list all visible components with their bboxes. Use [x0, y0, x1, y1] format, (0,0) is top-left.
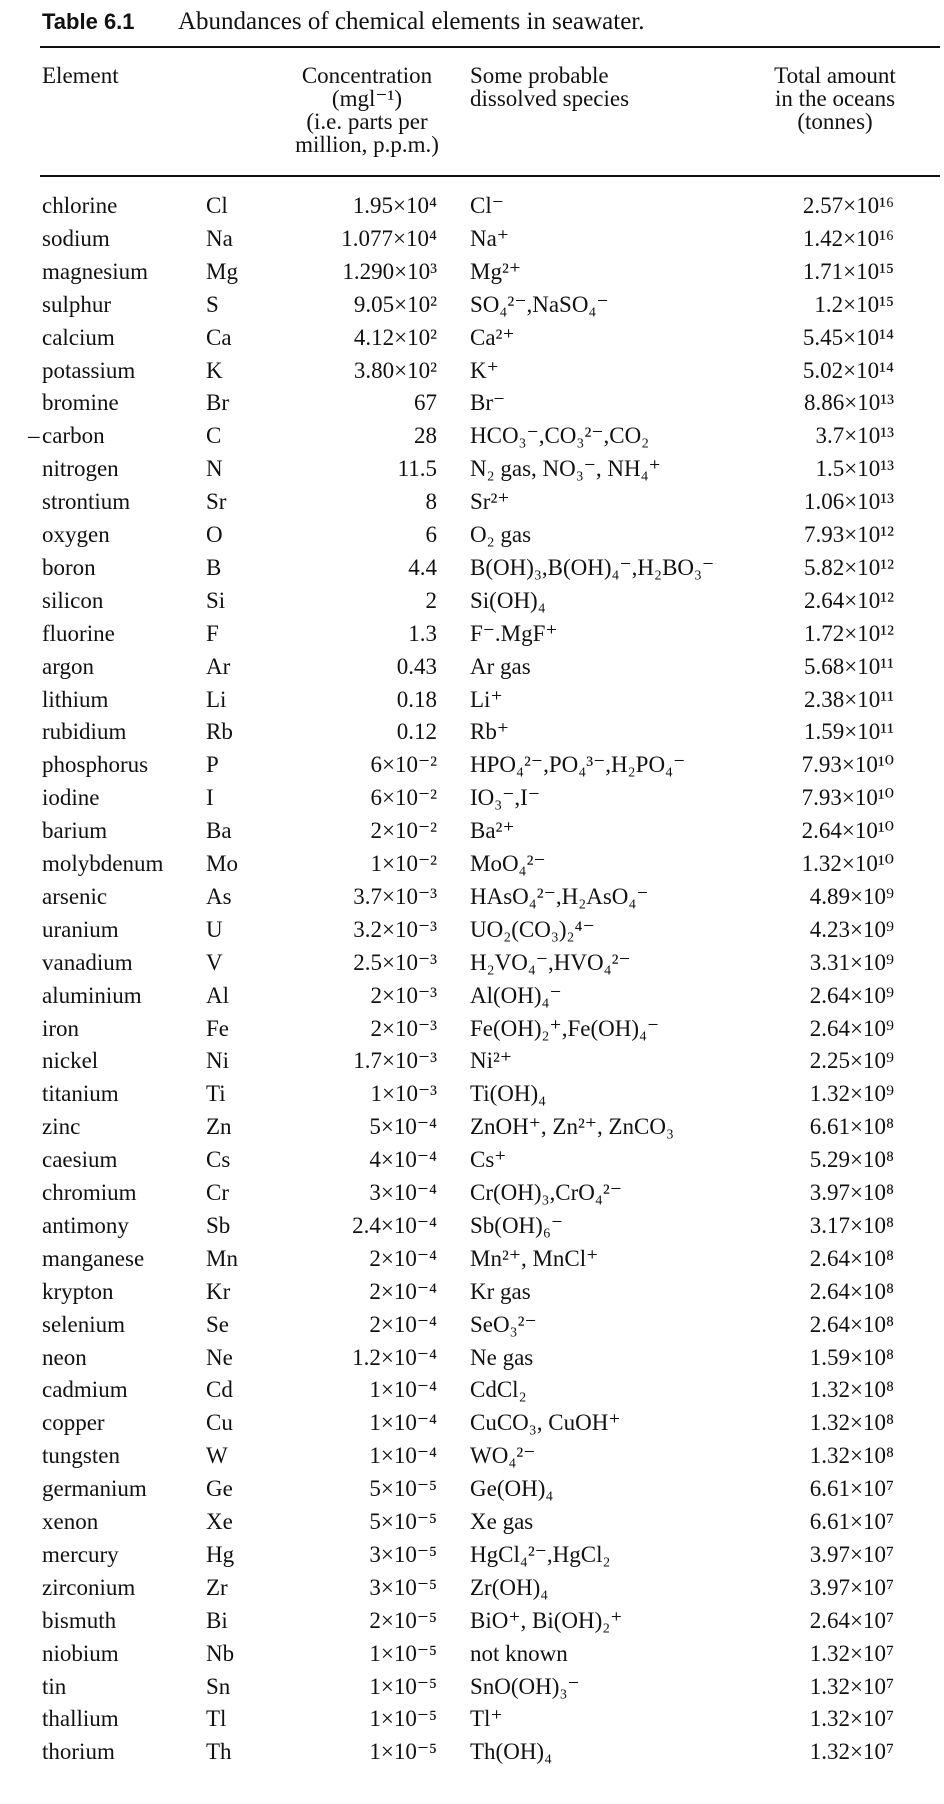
table-row	[0, 1243, 944, 1275]
table-row	[0, 1374, 944, 1406]
concentration-cell: 0.18	[396, 687, 437, 712]
total-amount-cell: 1.5×10¹³	[815, 456, 894, 481]
concentration-cell: 1.290×10³	[342, 259, 437, 284]
total-amount-cell: 2.64×10⁸	[809, 1279, 894, 1304]
species-cell: Al(OH)₄⁻	[470, 983, 562, 1008]
concentration-cell: 1×10⁻⁵	[369, 1641, 437, 1666]
table-row	[0, 387, 944, 419]
concentration-cell: 9.05×10²	[353, 292, 437, 317]
element-cell: barium	[42, 818, 108, 843]
element-cell: chromium	[42, 1180, 137, 1205]
symbol-cell: Th	[206, 1739, 232, 1764]
species-cell: IO₃⁻,I⁻	[470, 785, 540, 810]
total-amount-cell: 1.32×10⁹	[809, 1081, 894, 1106]
element-cell: boron	[42, 555, 96, 580]
total-amount-cell: 4.23×10⁹	[809, 917, 894, 942]
symbol-cell: W	[206, 1443, 228, 1468]
total-amount-cell: 1.32×10⁷	[809, 1641, 894, 1666]
total-amount-cell: 1.59×10⁸	[809, 1345, 894, 1370]
total-amount-cell: 6.61×10⁷	[809, 1509, 894, 1534]
symbol-cell: Cr	[206, 1180, 229, 1205]
total-amount-cell: 1.32×10⁸	[809, 1443, 894, 1468]
concentration-cell: 2×10⁻⁴	[369, 1312, 437, 1337]
table-row	[0, 1572, 944, 1604]
symbol-cell: Al	[206, 983, 229, 1008]
species-cell: F⁻.MgF⁺	[470, 621, 558, 646]
total-amount-cell: 3.97×10⁷	[809, 1575, 894, 1600]
table-row	[0, 1506, 944, 1538]
symbol-cell: Ar	[206, 654, 231, 679]
concentration-cell: 6×10⁻²	[370, 785, 437, 810]
element-cell: silicon	[42, 588, 104, 613]
total-amount-cell: 2.57×10¹⁶	[802, 193, 894, 218]
species-cell: Rb⁺	[470, 719, 509, 744]
symbol-cell: K	[206, 358, 223, 383]
element-cell: aluminium	[42, 983, 142, 1008]
concentration-cell: 1.077×10⁴	[341, 226, 437, 251]
species-cell: Zr(OH)₄	[470, 1575, 549, 1600]
element-cell: fluorine	[42, 621, 115, 646]
table-row	[0, 1111, 944, 1143]
total-amount-cell: 3.31×10⁹	[809, 950, 894, 975]
species-cell: not known	[470, 1641, 568, 1666]
total-amount-cell: 2.64×10⁹	[809, 983, 894, 1008]
concentration-cell: 1×10⁻²	[370, 851, 437, 876]
total-amount-cell: 8.86×10¹³	[803, 390, 894, 415]
header-element: Element	[42, 63, 119, 88]
element-cell: cadmium	[42, 1377, 128, 1402]
element-cell: oxygen	[42, 522, 110, 547]
element-cell: germanium	[42, 1476, 147, 1501]
table-row	[0, 684, 944, 716]
table-row	[0, 1473, 944, 1505]
concentration-cell: 2.4×10⁻⁴	[352, 1213, 437, 1238]
header-concentration: Concentration (mgl⁻¹) (i.e. parts per million, p.p.m.)	[295, 63, 439, 157]
element-cell: selenium	[42, 1312, 126, 1337]
element-cell: carbon	[42, 423, 105, 448]
concentration-cell: 6×10⁻²	[370, 752, 437, 777]
symbol-cell: U	[206, 917, 223, 942]
symbol-cell: Kr	[206, 1279, 231, 1304]
total-amount-cell: 1.32×10⁷	[809, 1706, 894, 1731]
table-row	[0, 848, 944, 880]
symbol-cell: Ti	[206, 1081, 226, 1106]
table-row	[0, 914, 944, 946]
symbol-cell: Sr	[206, 489, 227, 514]
table-number: Table 6.1	[42, 9, 135, 34]
species-cell: CdCl₂	[470, 1377, 527, 1402]
species-cell: Li⁺	[470, 687, 503, 712]
total-amount-cell: 5.82×10¹²	[803, 555, 894, 580]
element-cell: neon	[42, 1345, 87, 1370]
element-cell: iron	[42, 1016, 80, 1041]
symbol-cell: Br	[206, 390, 229, 415]
concentration-cell: 5×10⁻⁵	[369, 1476, 437, 1501]
concentration-cell: 28	[414, 423, 437, 448]
total-amount-cell: 1.2×10¹⁵	[814, 292, 894, 317]
table-row	[0, 223, 944, 255]
element-cell: phosphorus	[42, 752, 149, 777]
species-cell: CuCO₃, CuOH⁺	[470, 1410, 621, 1435]
header-species: Some probable dissolved species	[470, 63, 630, 111]
element-cell: calcium	[42, 325, 115, 350]
element-cell: rubidium	[42, 719, 127, 744]
concentration-cell: 2×10⁻⁴	[369, 1279, 437, 1304]
total-amount-cell: 2.64×10¹⁰	[801, 818, 894, 843]
element-cell: thorium	[42, 1739, 115, 1764]
table-row	[0, 453, 944, 485]
symbol-cell: Si	[206, 588, 226, 613]
total-amount-cell: 1.06×10¹³	[803, 489, 894, 514]
element-cell: molybdenum	[42, 851, 164, 876]
element-cell: sodium	[42, 226, 110, 251]
concentration-cell: 1×10⁻⁵	[369, 1706, 437, 1731]
element-cell: xenon	[42, 1509, 99, 1534]
element-cell: mercury	[42, 1542, 119, 1567]
symbol-cell: C	[206, 423, 222, 448]
total-amount-cell: 3.97×10⁸	[809, 1180, 894, 1205]
concentration-cell: 11.5	[397, 456, 437, 481]
total-amount-cell: 3.7×10¹³	[815, 423, 894, 448]
species-cell: B(OH)₃,B(OH)₄⁻,H₂BO₃⁻	[470, 555, 715, 580]
table-row	[0, 190, 944, 222]
table-row	[0, 322, 944, 354]
concentration-cell: 1×10⁻⁴	[369, 1410, 437, 1435]
table-row	[0, 1144, 944, 1176]
table-row	[0, 1177, 944, 1209]
concentration-cell: 2×10⁻⁴	[369, 1246, 437, 1271]
concentration-cell: 2	[425, 588, 437, 613]
symbol-cell: Ge	[206, 1476, 233, 1501]
element-cell: magnesium	[42, 259, 149, 284]
concentration-cell: 67	[414, 390, 437, 415]
concentration-cell: 5×10⁻⁵	[369, 1509, 437, 1534]
total-amount-cell: 1.59×10¹¹	[803, 719, 894, 744]
table-row	[0, 1736, 944, 1768]
symbol-cell: Ca	[206, 325, 232, 350]
total-amount-cell: 6.61×10⁸	[809, 1114, 894, 1139]
total-amount-cell: 5.29×10⁸	[809, 1147, 894, 1172]
concentration-cell: 3.7×10⁻³	[353, 884, 437, 909]
element-cell: nitrogen	[42, 456, 119, 481]
species-cell: WO₄²⁻	[470, 1443, 536, 1468]
table-row	[0, 1276, 944, 1308]
symbol-cell: Xe	[206, 1509, 233, 1534]
total-amount-cell: 1.32×10⁸	[809, 1410, 894, 1435]
concentration-cell: 3×10⁻⁴	[369, 1180, 437, 1205]
species-cell: Br⁻	[470, 390, 506, 415]
species-cell: BiO⁺, Bi(OH)₂⁺	[470, 1608, 623, 1633]
symbol-cell: P	[206, 752, 219, 777]
table-row	[0, 1210, 944, 1242]
table-row	[0, 1703, 944, 1735]
concentration-cell: 2×10⁻⁵	[369, 1608, 437, 1633]
total-amount-cell: 5.02×10¹⁴	[802, 358, 894, 383]
concentration-cell: 1.95×10⁴	[352, 193, 437, 218]
species-cell: Ca²⁺	[470, 325, 515, 350]
concentration-cell: 0.12	[396, 719, 437, 744]
species-cell: Fe(OH)₂⁺,Fe(OH)₄⁻	[470, 1016, 660, 1041]
symbol-cell: S	[206, 292, 219, 317]
symbol-cell: B	[206, 555, 222, 580]
symbol-cell: Zn	[206, 1114, 232, 1139]
concentration-cell: 1.3	[408, 621, 437, 646]
total-amount-cell: 1.32×10¹⁰	[801, 851, 894, 876]
total-amount-cell: 1.42×10¹⁶	[802, 226, 894, 251]
species-cell: SO₄²⁻,NaSO₄⁻	[470, 292, 609, 317]
total-amount-cell: 6.61×10⁷	[809, 1476, 894, 1501]
species-cell: Kr gas	[470, 1279, 531, 1304]
concentration-cell: 2×10⁻²	[370, 818, 437, 843]
element-cell: caesium	[42, 1147, 118, 1172]
species-cell: O₂ gas	[470, 522, 532, 547]
species-cell: Ge(OH)₄	[470, 1476, 554, 1501]
symbol-cell: Na	[206, 226, 233, 251]
element-cell: argon	[42, 654, 94, 679]
species-cell: Tl⁺	[470, 1706, 503, 1731]
symbol-cell: Bi	[206, 1608, 228, 1633]
species-cell: Xe gas	[470, 1509, 534, 1534]
header-total: Total amount in the oceans (tonnes)	[774, 63, 896, 134]
total-amount-cell: 7.93×10¹⁰	[801, 752, 894, 777]
species-cell: N₂ gas, NO₃⁻, NH₄⁺	[470, 456, 661, 481]
element-cell: vanadium	[42, 950, 133, 975]
total-amount-cell: 2.64×10⁷	[809, 1608, 894, 1633]
element-cell: tin	[42, 1674, 67, 1699]
total-amount-cell: 2.64×10⁹	[809, 1016, 894, 1041]
element-cell: bismuth	[42, 1608, 117, 1633]
symbol-cell: Ni	[206, 1048, 229, 1073]
concentration-cell: 3×10⁻⁵	[369, 1542, 437, 1567]
total-amount-cell: 4.89×10⁹	[809, 884, 894, 909]
table-row	[0, 1671, 944, 1703]
total-amount-cell: 1.72×10¹²	[803, 621, 894, 646]
species-cell: Si(OH)₄	[470, 588, 546, 613]
concentration-cell: 4.4	[408, 555, 437, 580]
concentration-cell: 1×10⁻³	[370, 1081, 437, 1106]
concentration-cell: 3×10⁻⁵	[369, 1575, 437, 1600]
table-row	[0, 256, 944, 288]
table-row	[0, 1539, 944, 1571]
species-cell: Sr²⁺	[470, 489, 510, 514]
total-amount-cell: 2.64×10⁸	[809, 1312, 894, 1337]
total-amount-cell: 3.97×10⁷	[809, 1542, 894, 1567]
species-cell: Sb(OH)₆⁻	[470, 1213, 563, 1238]
symbol-cell: Se	[206, 1312, 229, 1337]
table-caption	[42, 8, 645, 36]
header-rule	[40, 175, 940, 177]
concentration-cell: 1×10⁻⁵	[369, 1674, 437, 1699]
element-cell: nickel	[42, 1048, 99, 1073]
symbol-cell: Cl	[206, 193, 228, 218]
total-amount-cell: 2.64×10⁸	[809, 1246, 894, 1271]
symbol-cell: Mo	[206, 851, 238, 876]
table-row	[0, 552, 944, 584]
table-row	[0, 651, 944, 683]
concentration-cell: 6	[425, 522, 437, 547]
species-cell: Mg²⁺	[470, 259, 521, 284]
table-row	[0, 1407, 944, 1439]
table-row	[0, 881, 944, 913]
total-amount-cell: 7.93×10¹²	[803, 522, 894, 547]
concentration-cell: 4×10⁻⁴	[369, 1147, 437, 1172]
table-row	[0, 618, 944, 650]
total-amount-cell: 2.25×10⁹	[809, 1048, 894, 1073]
total-amount-cell: 5.68×10¹¹	[803, 654, 894, 679]
symbol-cell: Li	[206, 687, 227, 712]
concentration-cell: 3.80×10²	[353, 358, 437, 383]
total-amount-cell: 7.93×10¹⁰	[801, 785, 894, 810]
species-cell: Ne gas	[470, 1345, 534, 1370]
species-cell: SnO(OH)₃⁻	[470, 1674, 580, 1699]
concentration-cell: 1×10⁻⁴	[369, 1443, 437, 1468]
symbol-cell: As	[206, 884, 232, 909]
element-cell: krypton	[42, 1279, 114, 1304]
total-amount-cell: 1.71×10¹⁵	[802, 259, 894, 284]
concentration-cell: 1×10⁻⁴	[369, 1377, 437, 1402]
species-cell: MoO₄²⁻	[470, 851, 546, 876]
element-cell: chlorine	[42, 193, 118, 218]
element-cell: antimony	[42, 1213, 129, 1238]
table-row	[0, 486, 944, 518]
species-cell: UO₂(CO₃)₂⁴⁻	[470, 917, 595, 942]
table-row	[0, 782, 944, 814]
element-cell: zirconium	[42, 1575, 136, 1600]
element-cell: niobium	[42, 1641, 119, 1666]
species-cell: Ar gas	[470, 654, 531, 679]
table-row	[0, 519, 944, 551]
table-title: Abundances of chemical elements in seawater.	[178, 8, 645, 35]
concentration-cell: 1.7×10⁻³	[353, 1048, 437, 1073]
concentration-cell: 2×10⁻³	[370, 983, 437, 1008]
table-row	[0, 749, 944, 781]
symbol-cell: Tl	[206, 1706, 227, 1731]
species-cell: Ni²⁺	[470, 1048, 513, 1073]
species-cell: Th(OH)₄	[470, 1739, 553, 1764]
symbol-cell: F	[206, 621, 219, 646]
species-cell: HAsO₄²⁻,H₂AsO₄⁻	[470, 884, 649, 909]
table-row	[0, 289, 944, 321]
symbol-cell: Hg	[206, 1542, 235, 1567]
concentration-cell: 1.2×10⁻⁴	[352, 1345, 437, 1370]
symbol-cell: Cd	[206, 1377, 233, 1402]
table-row	[0, 585, 944, 617]
concentration-cell: 1×10⁻⁵	[369, 1739, 437, 1764]
symbol-cell: V	[206, 950, 223, 975]
species-cell: HPO₄²⁻,PO₄³⁻,H₂PO₄⁻	[470, 752, 686, 777]
top-rule	[40, 46, 940, 48]
species-cell: Na⁺	[470, 226, 509, 251]
element-cell: bromine	[42, 390, 119, 415]
table-row	[0, 1309, 944, 1341]
species-cell: Cs⁺	[470, 1147, 507, 1172]
total-amount-cell: 2.64×10¹²	[803, 588, 894, 613]
table-row	[0, 815, 944, 847]
element-cell: potassium	[42, 358, 136, 383]
species-cell: Cl⁻	[470, 193, 504, 218]
table-row	[0, 1440, 944, 1472]
concentration-cell: 3.2×10⁻³	[353, 917, 437, 942]
total-amount-cell: 2.38×10¹¹	[803, 687, 894, 712]
element-cell: strontium	[42, 489, 131, 514]
element-cell: arsenic	[42, 884, 108, 909]
element-cell: zinc	[42, 1114, 81, 1139]
table-row	[0, 1045, 944, 1077]
table-row	[0, 1638, 944, 1670]
species-cell: HgCl₄²⁻,HgCl₂	[470, 1542, 611, 1567]
element-cell: lithium	[42, 687, 109, 712]
species-cell: Cr(OH)₃,CrO₄²⁻	[470, 1180, 622, 1205]
symbol-cell: Mg	[206, 259, 238, 284]
total-amount-cell: 1.32×10⁸	[809, 1377, 894, 1402]
element-cell: manganese	[42, 1246, 145, 1271]
table-row	[0, 1342, 944, 1374]
symbol-cell: N	[206, 456, 223, 481]
element-cell: titanium	[42, 1081, 119, 1106]
table-row	[0, 1078, 944, 1110]
margin-mark: –	[28, 423, 40, 448]
element-cell: thallium	[42, 1706, 119, 1731]
symbol-cell: Mn	[206, 1246, 238, 1271]
concentration-cell: 2×10⁻³	[370, 1016, 437, 1041]
symbol-cell: Sb	[206, 1213, 231, 1238]
total-amount-cell: 1.32×10⁷	[809, 1739, 894, 1764]
element-cell: sulphur	[42, 292, 111, 317]
concentration-cell: 5×10⁻⁴	[369, 1114, 437, 1139]
symbol-cell: Fe	[206, 1016, 229, 1041]
species-cell: Ba²⁺	[470, 818, 515, 843]
table-row	[0, 355, 944, 387]
symbol-cell: I	[206, 785, 214, 810]
total-amount-cell: 3.17×10⁸	[809, 1213, 894, 1238]
symbol-cell: Ne	[206, 1345, 233, 1370]
table-row	[0, 1605, 944, 1637]
symbol-cell: Cu	[206, 1410, 233, 1435]
species-cell: K⁺	[470, 358, 499, 383]
concentration-cell: 2.5×10⁻³	[353, 950, 437, 975]
symbol-cell: Cs	[206, 1147, 231, 1172]
species-cell: Mn²⁺, MnCl⁺	[470, 1246, 599, 1271]
species-cell: Ti(OH)₄	[470, 1081, 547, 1106]
symbol-cell: Ba	[206, 818, 232, 843]
table-row	[0, 1013, 944, 1045]
element-cell: copper	[42, 1410, 105, 1435]
species-cell: HCO₃⁻,CO₃²⁻,CO₂	[470, 423, 650, 448]
table-row	[0, 420, 944, 452]
total-amount-cell: 5.45×10¹⁴	[802, 325, 894, 350]
species-cell: SeO₃²⁻	[470, 1312, 537, 1337]
species-cell: H₂VO₄⁻,HVO₄²⁻	[470, 950, 631, 975]
symbol-cell: O	[206, 522, 223, 547]
element-cell: iodine	[42, 785, 100, 810]
symbol-cell: Rb	[206, 719, 233, 744]
concentration-cell: 8	[425, 489, 437, 514]
symbol-cell: Nb	[206, 1641, 235, 1666]
table-row	[0, 947, 944, 979]
table-row	[0, 716, 944, 748]
concentration-cell: 0.43	[396, 654, 437, 679]
element-cell: uranium	[42, 917, 119, 942]
species-cell: ZnOH⁺, Zn²⁺, ZnCO₃	[470, 1114, 675, 1139]
element-cell: tungsten	[42, 1443, 120, 1468]
symbol-cell: Sn	[206, 1674, 231, 1699]
symbol-cell: Zr	[206, 1575, 228, 1600]
total-amount-cell: 1.32×10⁷	[809, 1674, 894, 1699]
table-row	[0, 980, 944, 1012]
concentration-cell: 4.12×10²	[353, 325, 437, 350]
